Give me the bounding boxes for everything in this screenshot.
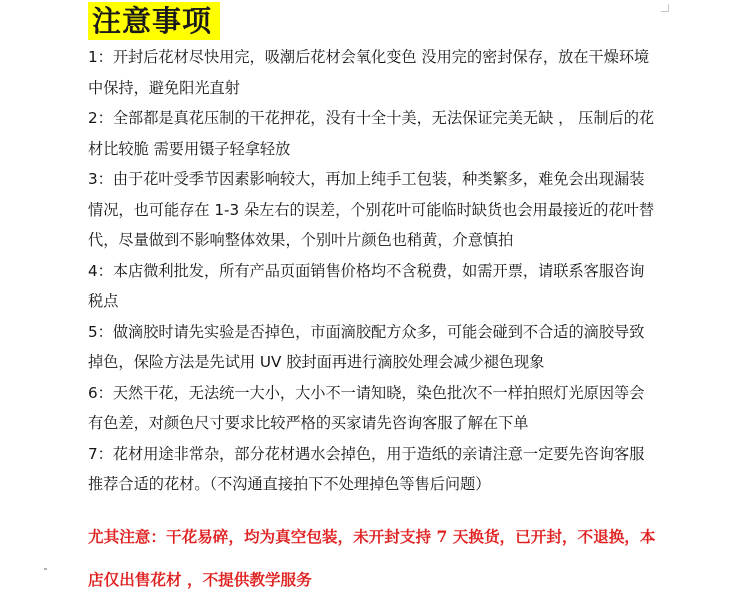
note-item-4: 4：本店微利批发，所有产品页面销售价格均不含税费，如需开票，请联系客服咨询税点 — [88, 261, 645, 310]
special-warning: 尤其注意：干花易碎，均为真空包装，未开封支持 7 天换货，已开封，不退换，本店仅出售花材 ，不提供教学服务 — [88, 527, 656, 589]
stray-mark — [44, 568, 47, 570]
notes-list — [88, 42, 658, 500]
note-item-1: 1：开封后花材尽快用完，吸潮后花材会氧化变色 没用完的密封保存，放在干燥环境中保持，避免阳光直射 — [88, 48, 650, 97]
note-item-6: 6：天然干花，无法统一大小，大小不一请知晓，染色批次不一样拍照灯光原因等会有色差，对颜色尺寸要求比较严格的买家请先咨询客服了解在下单 — [88, 383, 645, 432]
note-item-7: 7：花材用途非常杂，部分花材遇水会掉色，用于造纸的亲请注意一定要先咨询客服推荐合适的花材。（不沟通直接拍下不处理掉色等售后问题） — [88, 444, 645, 493]
corner-mark-horizontal — [661, 11, 669, 12]
note-item-3: 3：由于花叶受季节因素影响较大，再加上纯手工包装，种类繁多，难免会出现漏装情况，也可能存在 1-3 朵左右的误差，个别花叶可能临时缺货也会用最接近的花叶替代，尽量做到不影响整体效果，个别叶片颜色也稍黄，介意慎拍 — [88, 170, 655, 249]
note-item-2: 2：全部都是真花压制的干花押花，没有十全十美，无法保证完美无缺 ， 压制后的花材比较脆 需要用镊子轻拿轻放 — [88, 109, 655, 158]
note-item-5: 5：做滴胶时请先实验是否掉色，市面滴胶配方众多，可能会碰到不合适的滴胶导致掉色，保险方法是先试用 UV 胶封面再进行滴胶处理会减少褪色现象 — [88, 322, 645, 371]
page-title: 注意事项 — [88, 2, 220, 40]
